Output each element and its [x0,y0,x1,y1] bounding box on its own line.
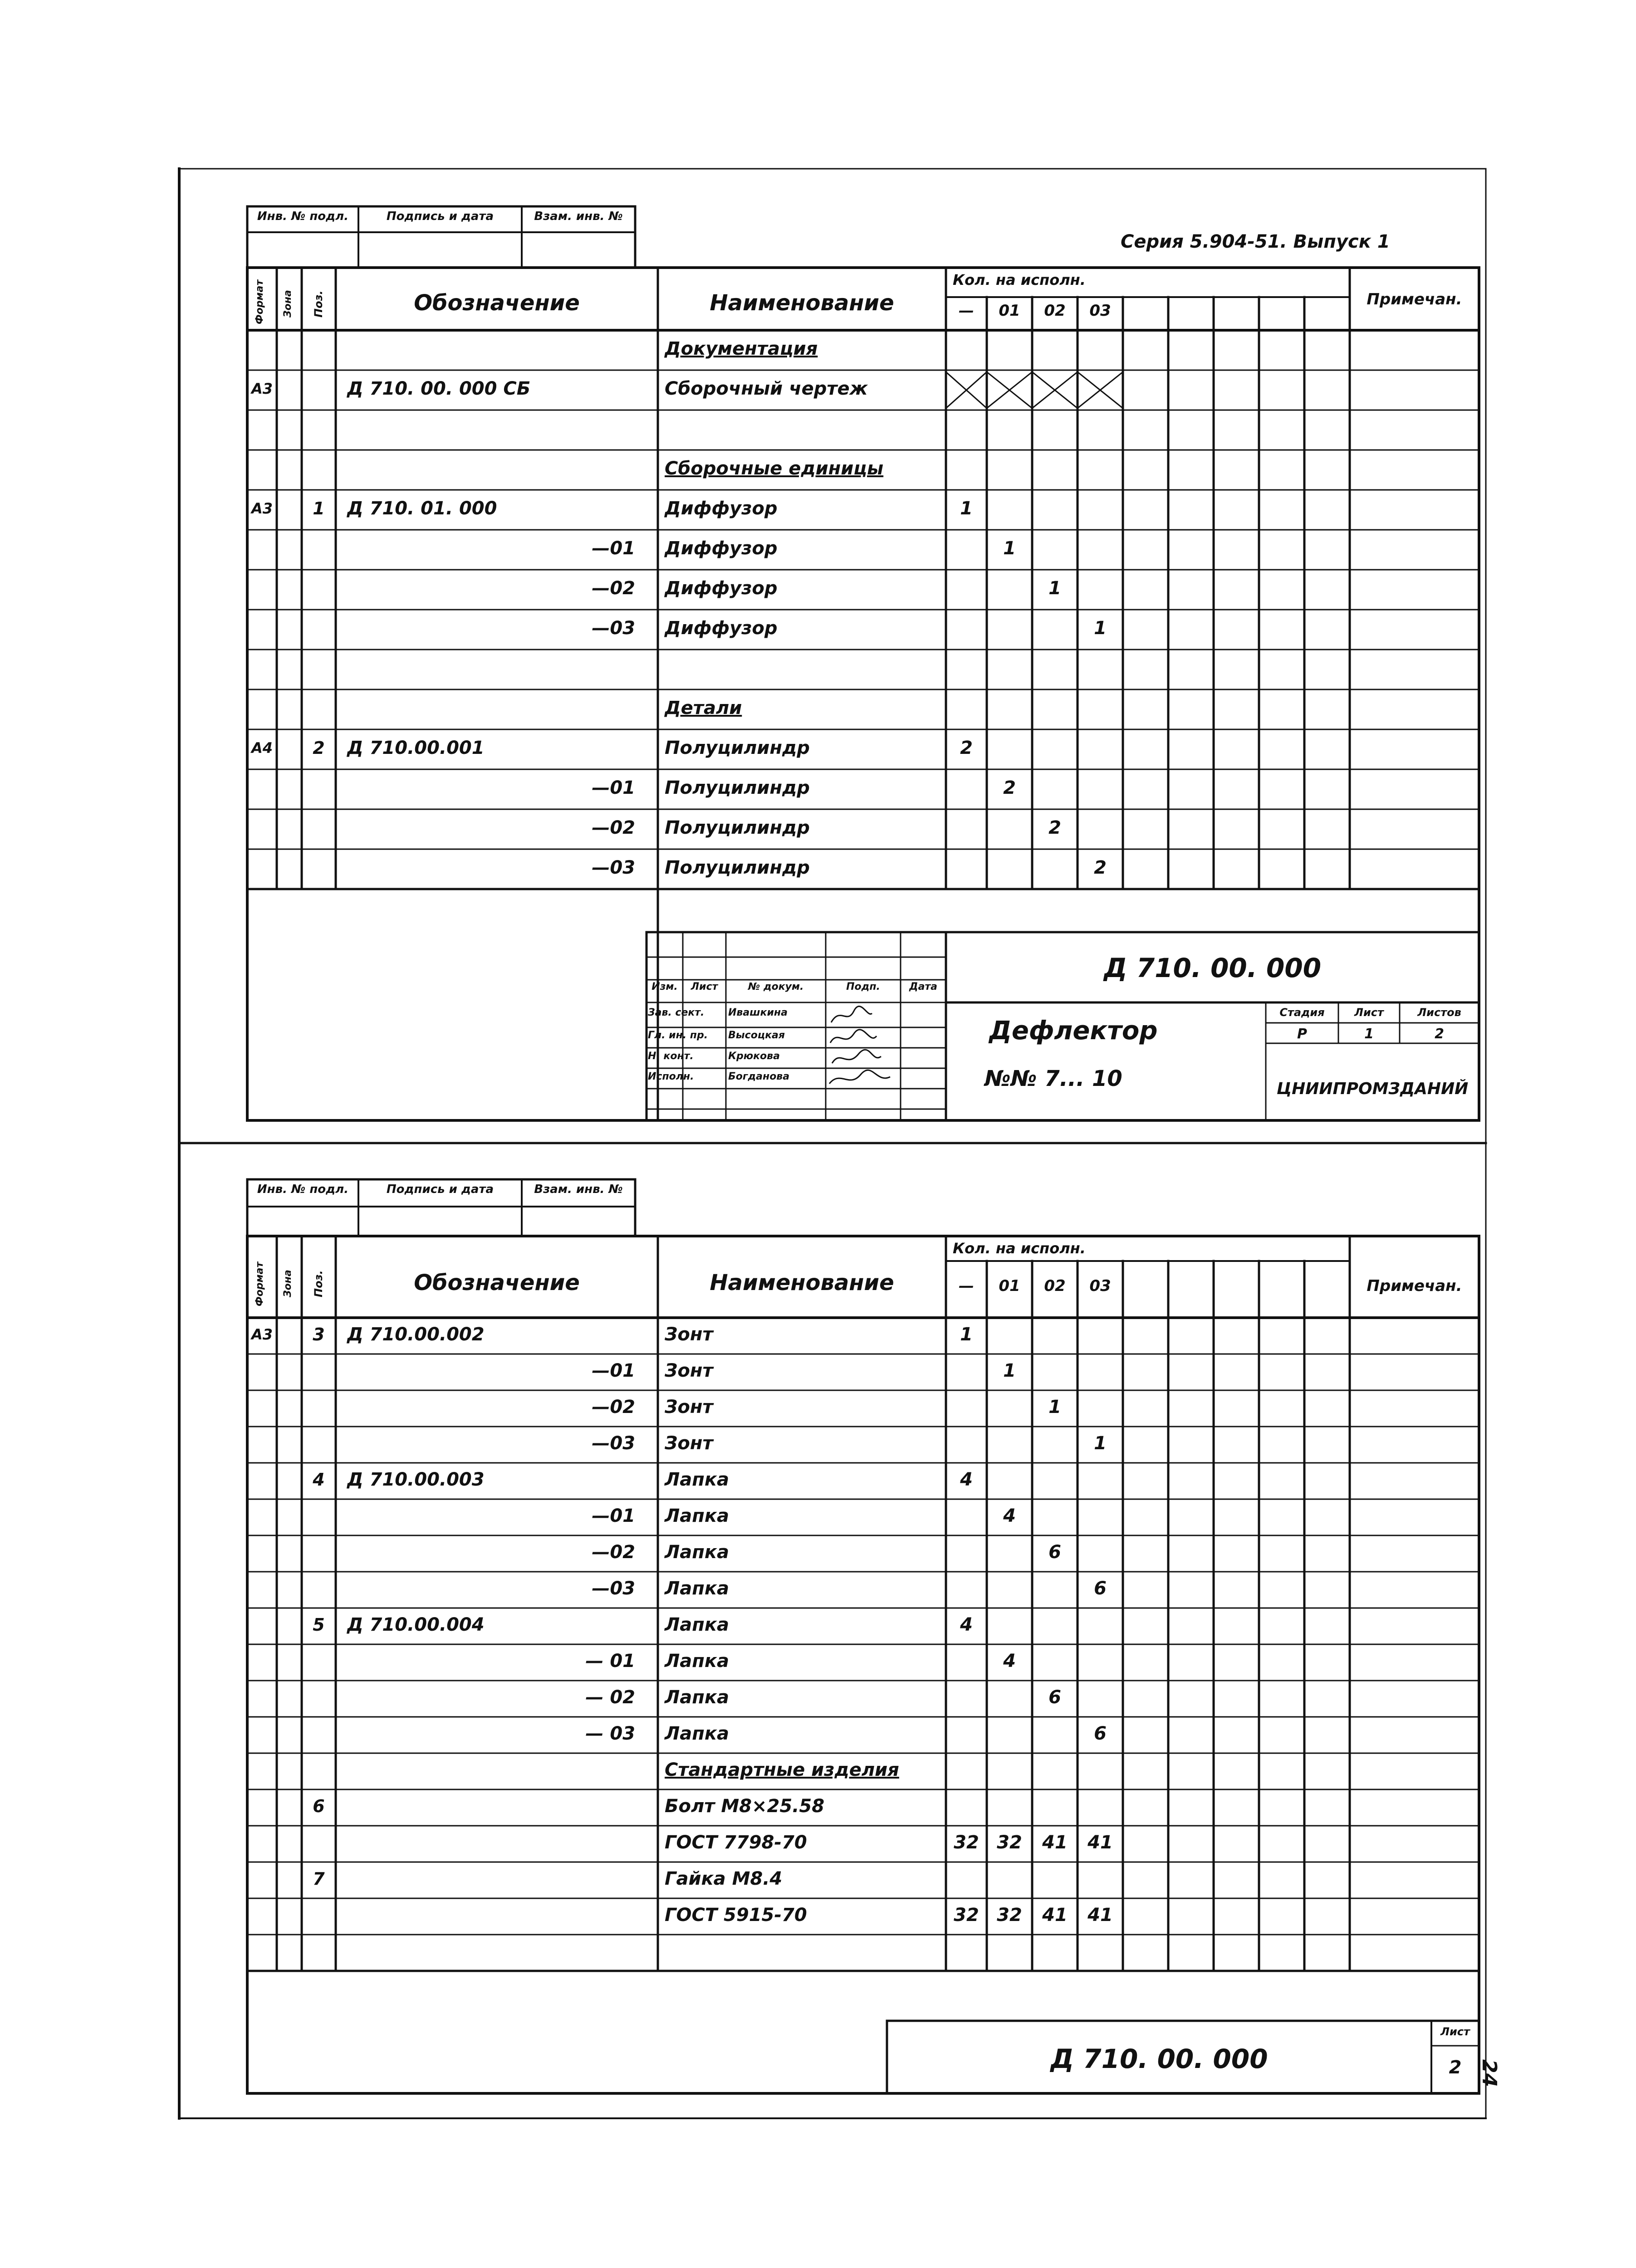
cell-name: Диффузор [665,578,778,599]
cell-qty-03: 41 [1087,1905,1113,1926]
cell-designation: Д 710. 01. 000 [347,498,497,519]
cell-name: Диффузор [665,618,778,639]
cell-name: Зонт [665,1324,713,1345]
stub-replace-label: Взам. инв. № [534,210,623,223]
cell-qty-01: 1 [1003,538,1016,559]
cell-position: 2 [313,738,325,758]
header2-qty-title: Кол. на исполн. [953,1240,1086,1257]
cell-qty-base: 32 [954,1832,979,1853]
cell-section-title: Документация [665,338,818,359]
cell-designation: Д 710.00.003 [347,1469,485,1490]
header2-qty-03: 03 [1089,1277,1111,1295]
cell-name: Лапка [665,1578,729,1599]
cell-designation: — 01 [585,1651,635,1672]
header2-note: Примечан. [1367,1277,1462,1295]
tb-name-1: Ивашкина [728,1007,788,1018]
cell-qty-01: 1 [1003,1360,1016,1381]
stub2-replace-label: Взам. инв. № [534,1183,623,1196]
tb-col-date: Дата [909,981,938,992]
cell-designation: —01 [592,538,635,559]
cell-qty-01: 4 [1003,1651,1016,1672]
cell-qty-01: 32 [997,1832,1022,1853]
header2-qty-01: 01 [999,1277,1020,1295]
cell-name: Зонт [665,1433,713,1454]
header2-pos: Поз. [312,1270,325,1297]
cell-name: Зонт [665,1360,713,1381]
header2-name: Наименование [710,1270,894,1295]
tb2-sheet-label: Лист [1440,2025,1470,2038]
cell-qty-01: 2 [1003,777,1016,798]
header-qty-title: Кол. на исполн. [953,271,1086,288]
stub-sign-label: Подпись и дата [386,210,494,223]
cell-designation: Д 710.00.001 [347,738,485,758]
cell-format: А3 [251,1326,273,1343]
cell-qty-02: 6 [1048,1542,1061,1563]
cell-designation: — 02 [585,1687,635,1708]
cell-qty-base: 32 [954,1905,979,1926]
header-qty-03: 03 [1089,302,1111,320]
header-qty-01: 01 [999,302,1020,320]
cell-name: Лапка [665,1687,729,1708]
tb-sheet-label: Лист [1354,1006,1384,1019]
cell-position: 7 [313,1869,325,1889]
tb-role-4: Исполн. [648,1071,694,1082]
cell-name: Сборочный чертеж [665,378,868,399]
cell-qty-01: 32 [997,1905,1022,1926]
cell-name: Диффузор [665,538,778,559]
signature-1 [831,1007,872,1022]
tb2-sheet: 2 [1449,2057,1462,2078]
stub2-inv-label: Инв. № подл. [257,1183,349,1196]
page-number: 24 [1478,2059,1501,2087]
cell-qty-base: 2 [960,738,973,758]
header-qty-base: — [959,302,974,320]
cell-designation: —03 [592,618,635,639]
signature-4 [829,1070,890,1084]
tb-role-1: Зав. сект. [648,1007,705,1018]
cell-designation: —01 [592,1505,635,1526]
cell-qty-03: 2 [1094,857,1107,878]
cell-section-title: Сборочные единицы [665,458,884,479]
cell-qty-03: 6 [1094,1723,1107,1744]
cell-qty-03: 1 [1094,618,1107,639]
tb-doc-subtitle: №№ 7... 10 [985,1066,1122,1091]
cell-format: А3 [251,380,273,397]
header2-qty-02: 02 [1044,1277,1066,1295]
tb-sheet: 1 [1364,1026,1374,1042]
signature-3 [832,1050,881,1063]
tb-stage: Р [1297,1026,1307,1042]
cell-name: ГОСТ 7798-70 [665,1832,807,1853]
tb-name-3: Крюкова [728,1051,780,1062]
cell-name: Лапка [665,1542,729,1563]
cell-name: Полуцилиндр [665,817,810,838]
cell-qty-base: 4 [960,1614,973,1635]
tb-col-izm: Изм. [651,981,678,992]
tb-col-doc: № докум. [748,981,804,992]
cell-designation: —01 [592,777,635,798]
header-zone: Зона [282,290,294,318]
cell-position: 3 [313,1325,325,1344]
header2-designation: Обозначение [414,1270,580,1295]
cell-name: Лапка [665,1614,729,1635]
header-designation: Обозначение [414,290,580,316]
cell-qty-03: 41 [1087,1832,1113,1853]
header-pos: Поз. [312,290,325,318]
cell-name: Болт М8×25.58 [665,1796,825,1817]
cell-position: 1 [313,499,325,518]
tb-name-4: Богданова [728,1071,790,1082]
series-label: Серия 5.904-51. Выпуск 1 [1121,231,1390,252]
stub2-sign-label: Подпись и дата [386,1183,494,1196]
not-applicable-crosses [946,370,1123,410]
header-format: Формат [254,279,265,324]
cell-name: Зонт [665,1397,713,1418]
tb-role-2: Гл. ин. пр. [648,1030,708,1041]
cell-qty-base: 1 [960,1324,973,1345]
cell-qty-02: 1 [1048,1397,1061,1418]
tb-doc-code: Д 710. 00. 000 [1103,953,1322,983]
header2-qty-base: — [959,1277,974,1295]
cell-section-title: Стандартные изделия [665,1760,899,1780]
cell-name: Полуцилиндр [665,738,810,758]
cell-name: ГОСТ 5915-70 [665,1905,807,1926]
signature-2 [830,1030,877,1043]
tb-col-sign: Подп. [846,981,880,992]
cell-designation: —02 [592,1397,635,1418]
tb-doc-title: Дефлектор [989,1016,1158,1046]
cell-name: Диффузор [665,498,778,519]
cell-qty-03: 1 [1094,1433,1107,1454]
cell-name: Гайка М8.4 [665,1868,783,1889]
tb-signatures [827,1004,899,1090]
cell-designation: Д 710. 00. 000 СБ [347,378,531,399]
cell-designation: —02 [592,1542,635,1563]
cell-designation: —02 [592,578,635,599]
cell-designation: —03 [592,1578,635,1599]
tb-sheets: 2 [1435,1026,1444,1042]
cell-designation: — 03 [585,1723,635,1744]
cell-position: 4 [313,1470,325,1490]
cell-name: Лапка [665,1651,729,1672]
cell-qty-01: 4 [1003,1505,1016,1526]
cell-name: Полуцилиндр [665,857,810,878]
cell-name: Лапка [665,1505,729,1526]
cell-designation: —03 [592,1433,635,1454]
header2-zone: Зона [282,1270,294,1297]
cell-qty-02: 2 [1048,817,1061,838]
cell-section-title: Детали [665,698,742,719]
cell-qty-02: 1 [1048,578,1061,599]
cell-format: А4 [251,739,273,757]
tb-sheets-label: Листов [1417,1006,1461,1019]
cell-designation: Д 710.00.004 [347,1614,485,1635]
cell-qty-02: 6 [1048,1687,1061,1708]
cell-designation: —02 [592,817,635,838]
header2-format: Формат [254,1261,265,1306]
cell-format: А3 [251,500,273,517]
tb-name-2: Высоцкая [728,1030,785,1041]
cell-position: 5 [313,1615,325,1635]
cell-designation: —01 [592,1360,635,1381]
cell-designation: Д 710.00.002 [347,1324,485,1345]
tb-org: ЦНИИПРОМЗДАНИЙ [1276,1080,1469,1098]
header-qty-02: 02 [1044,302,1066,320]
header-name: Наименование [710,290,894,316]
cell-name: Лапка [665,1723,729,1744]
stub-inv-label: Инв. № подл. [257,210,349,223]
cell-qty-02: 41 [1042,1832,1068,1853]
tb-col-list: Лист [691,981,718,992]
cell-qty-03: 6 [1094,1578,1107,1599]
tb-role-3: Н. конт. [648,1051,694,1062]
cell-name: Лапка [665,1469,729,1490]
tb-stage-label: Стадия [1279,1006,1325,1019]
cell-qty-base: 1 [960,498,973,519]
tb2-doc-code: Д 710. 00. 000 [1050,2043,1268,2074]
cell-name: Полуцилиндр [665,777,810,798]
cell-position: 6 [313,1796,325,1816]
cell-designation: —03 [592,857,635,878]
cell-qty-base: 4 [960,1469,973,1490]
cell-qty-02: 41 [1042,1905,1068,1926]
header-note: Примечан. [1367,290,1462,308]
